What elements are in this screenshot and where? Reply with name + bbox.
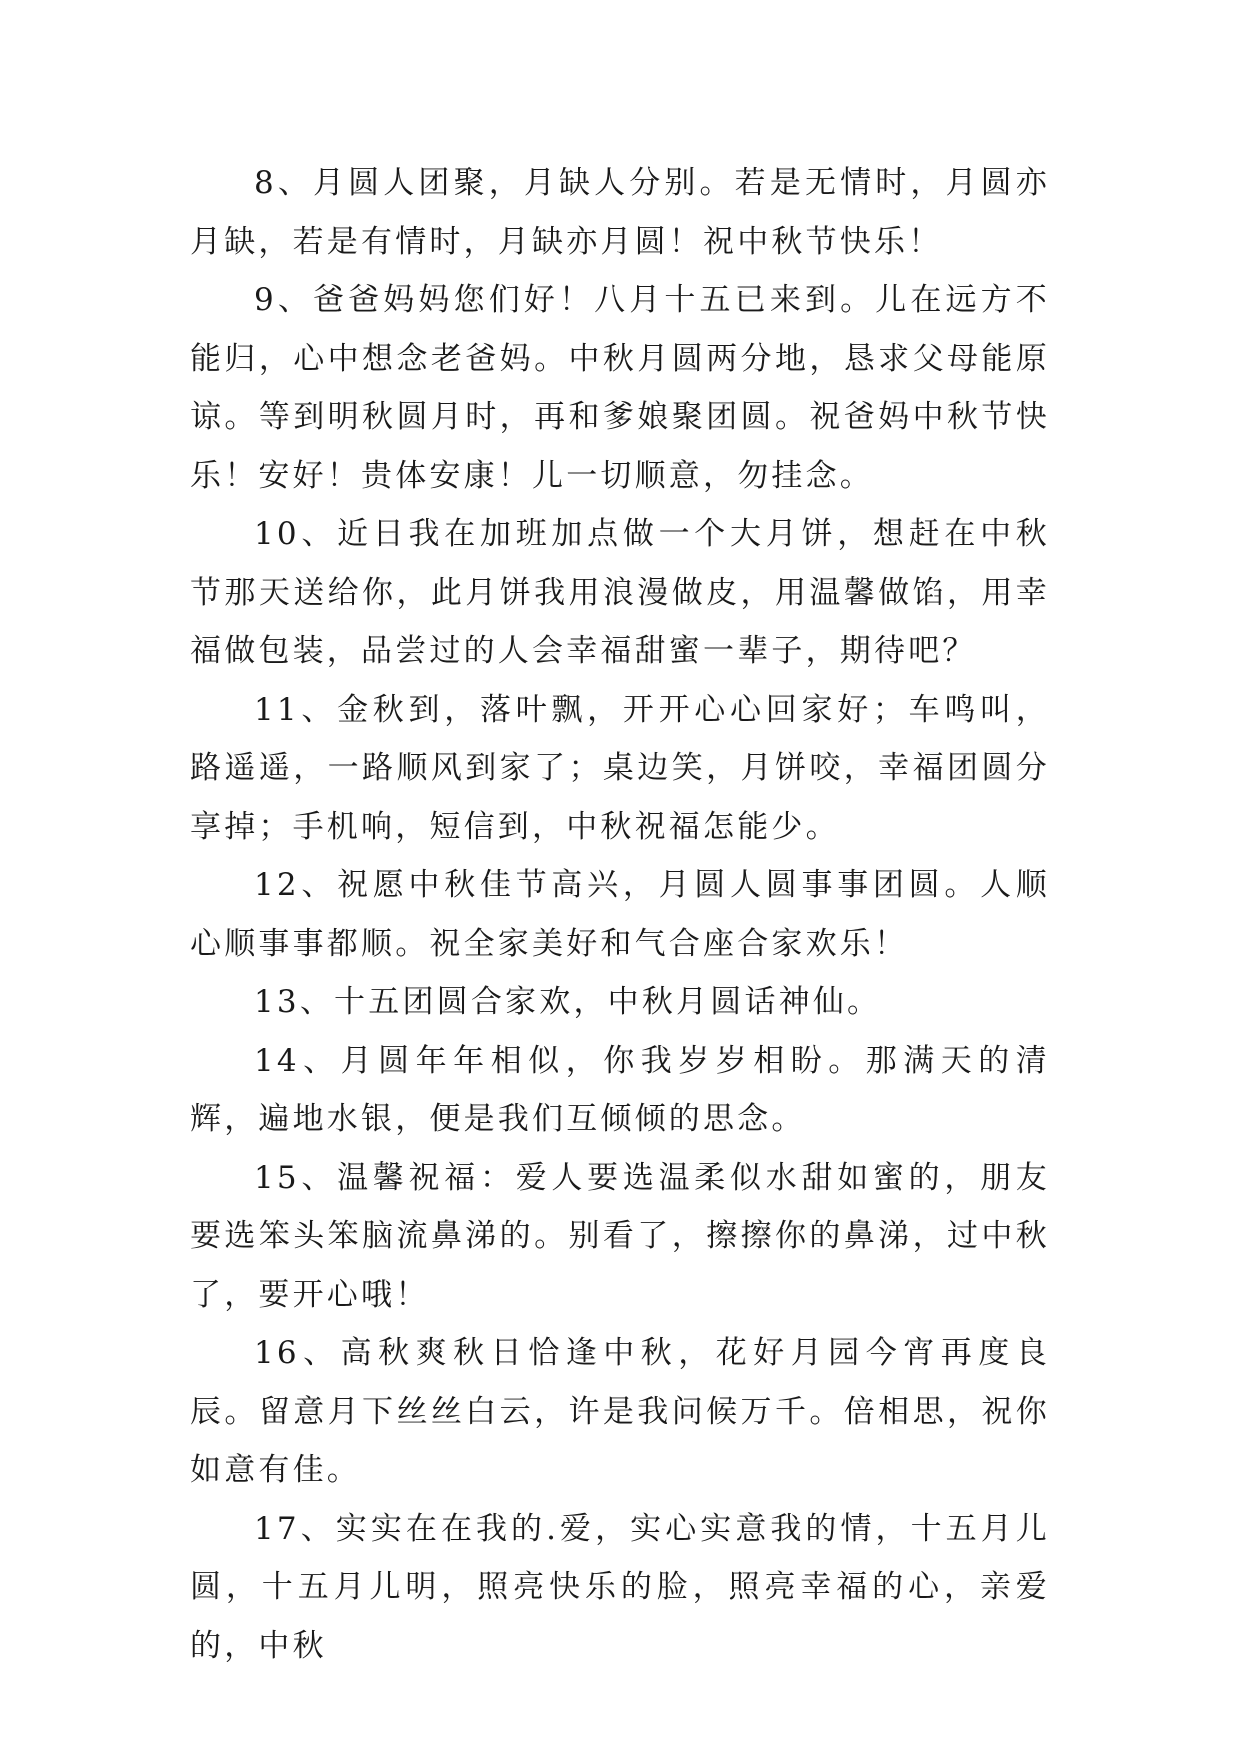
paragraph-13: 13、十五团圆合家欢，中秋月圆话神仙。 bbox=[254, 984, 882, 1020]
document-body bbox=[190, 154, 1050, 1675]
paragraph-15: 15、温馨祝福：爱人要选温柔似水甜如蜜的，朋友要选笨头笨脑流鼻涕的。别看了，擦擦你的鼻涕，过中秋了，要开心哦！ bbox=[190, 1159, 1050, 1313]
paragraph-17: 17、实实在在我的.爱，实心实意我的情，十五月儿圆，十五月儿明，照亮快乐的脸，照亮幸福的心，亲爱的，中秋 bbox=[190, 1510, 1050, 1664]
paragraph-11: 11、金秋到，落叶飘，开开心心回家好；车鸣叫，路遥遥，一路顺风到家了；桌边笑，月饼咬，幸福团圆分享掉；手机响，短信到，中秋祝福怎能少。 bbox=[190, 691, 1050, 845]
paragraph-10: 10、近日我在加班加点做一个大月饼，想赶在中秋节那天送给你，此月饼我用浪漫做皮，用温馨做馅，用幸福做包装，品尝过的人会幸福甜蜜一辈子，期待吧？ bbox=[190, 516, 1050, 669]
paragraph-8: 8、月圆人团聚，月缺人分别。若是无情时，月圆亦月缺，若是有情时，月缺亦月圆！祝中秋节快乐！ bbox=[190, 165, 1050, 260]
paragraph-14: 14、月圆年年相似，你我岁岁相盼。那满天的清辉，遍地水银，便是我们互倾倾的思念。 bbox=[190, 1042, 1050, 1137]
paragraph-16: 16、高秋爽秋日恰逢中秋，花好月园今宵再度良辰。留意月下丝丝白云，许是我问候万千。倍相思，祝你如意有佳。 bbox=[190, 1335, 1050, 1488]
paragraph-9: 9、爸爸妈妈您们好！八月十五已来到。儿在远方不能归，心中想念老爸妈。中秋月圆两分地，恳求父母能原谅。等到明秋圆月时，再和爹娘聚团圆。祝爸妈中秋节快乐！安好！贵体安康！儿一切顺意，勿挂念。 bbox=[190, 282, 1050, 494]
paragraph-12: 12、祝愿中秋佳节高兴，月圆人圆事事团圆。人顺心顺事事都顺。祝全家美好和气合座合家欢乐！ bbox=[190, 867, 1050, 962]
